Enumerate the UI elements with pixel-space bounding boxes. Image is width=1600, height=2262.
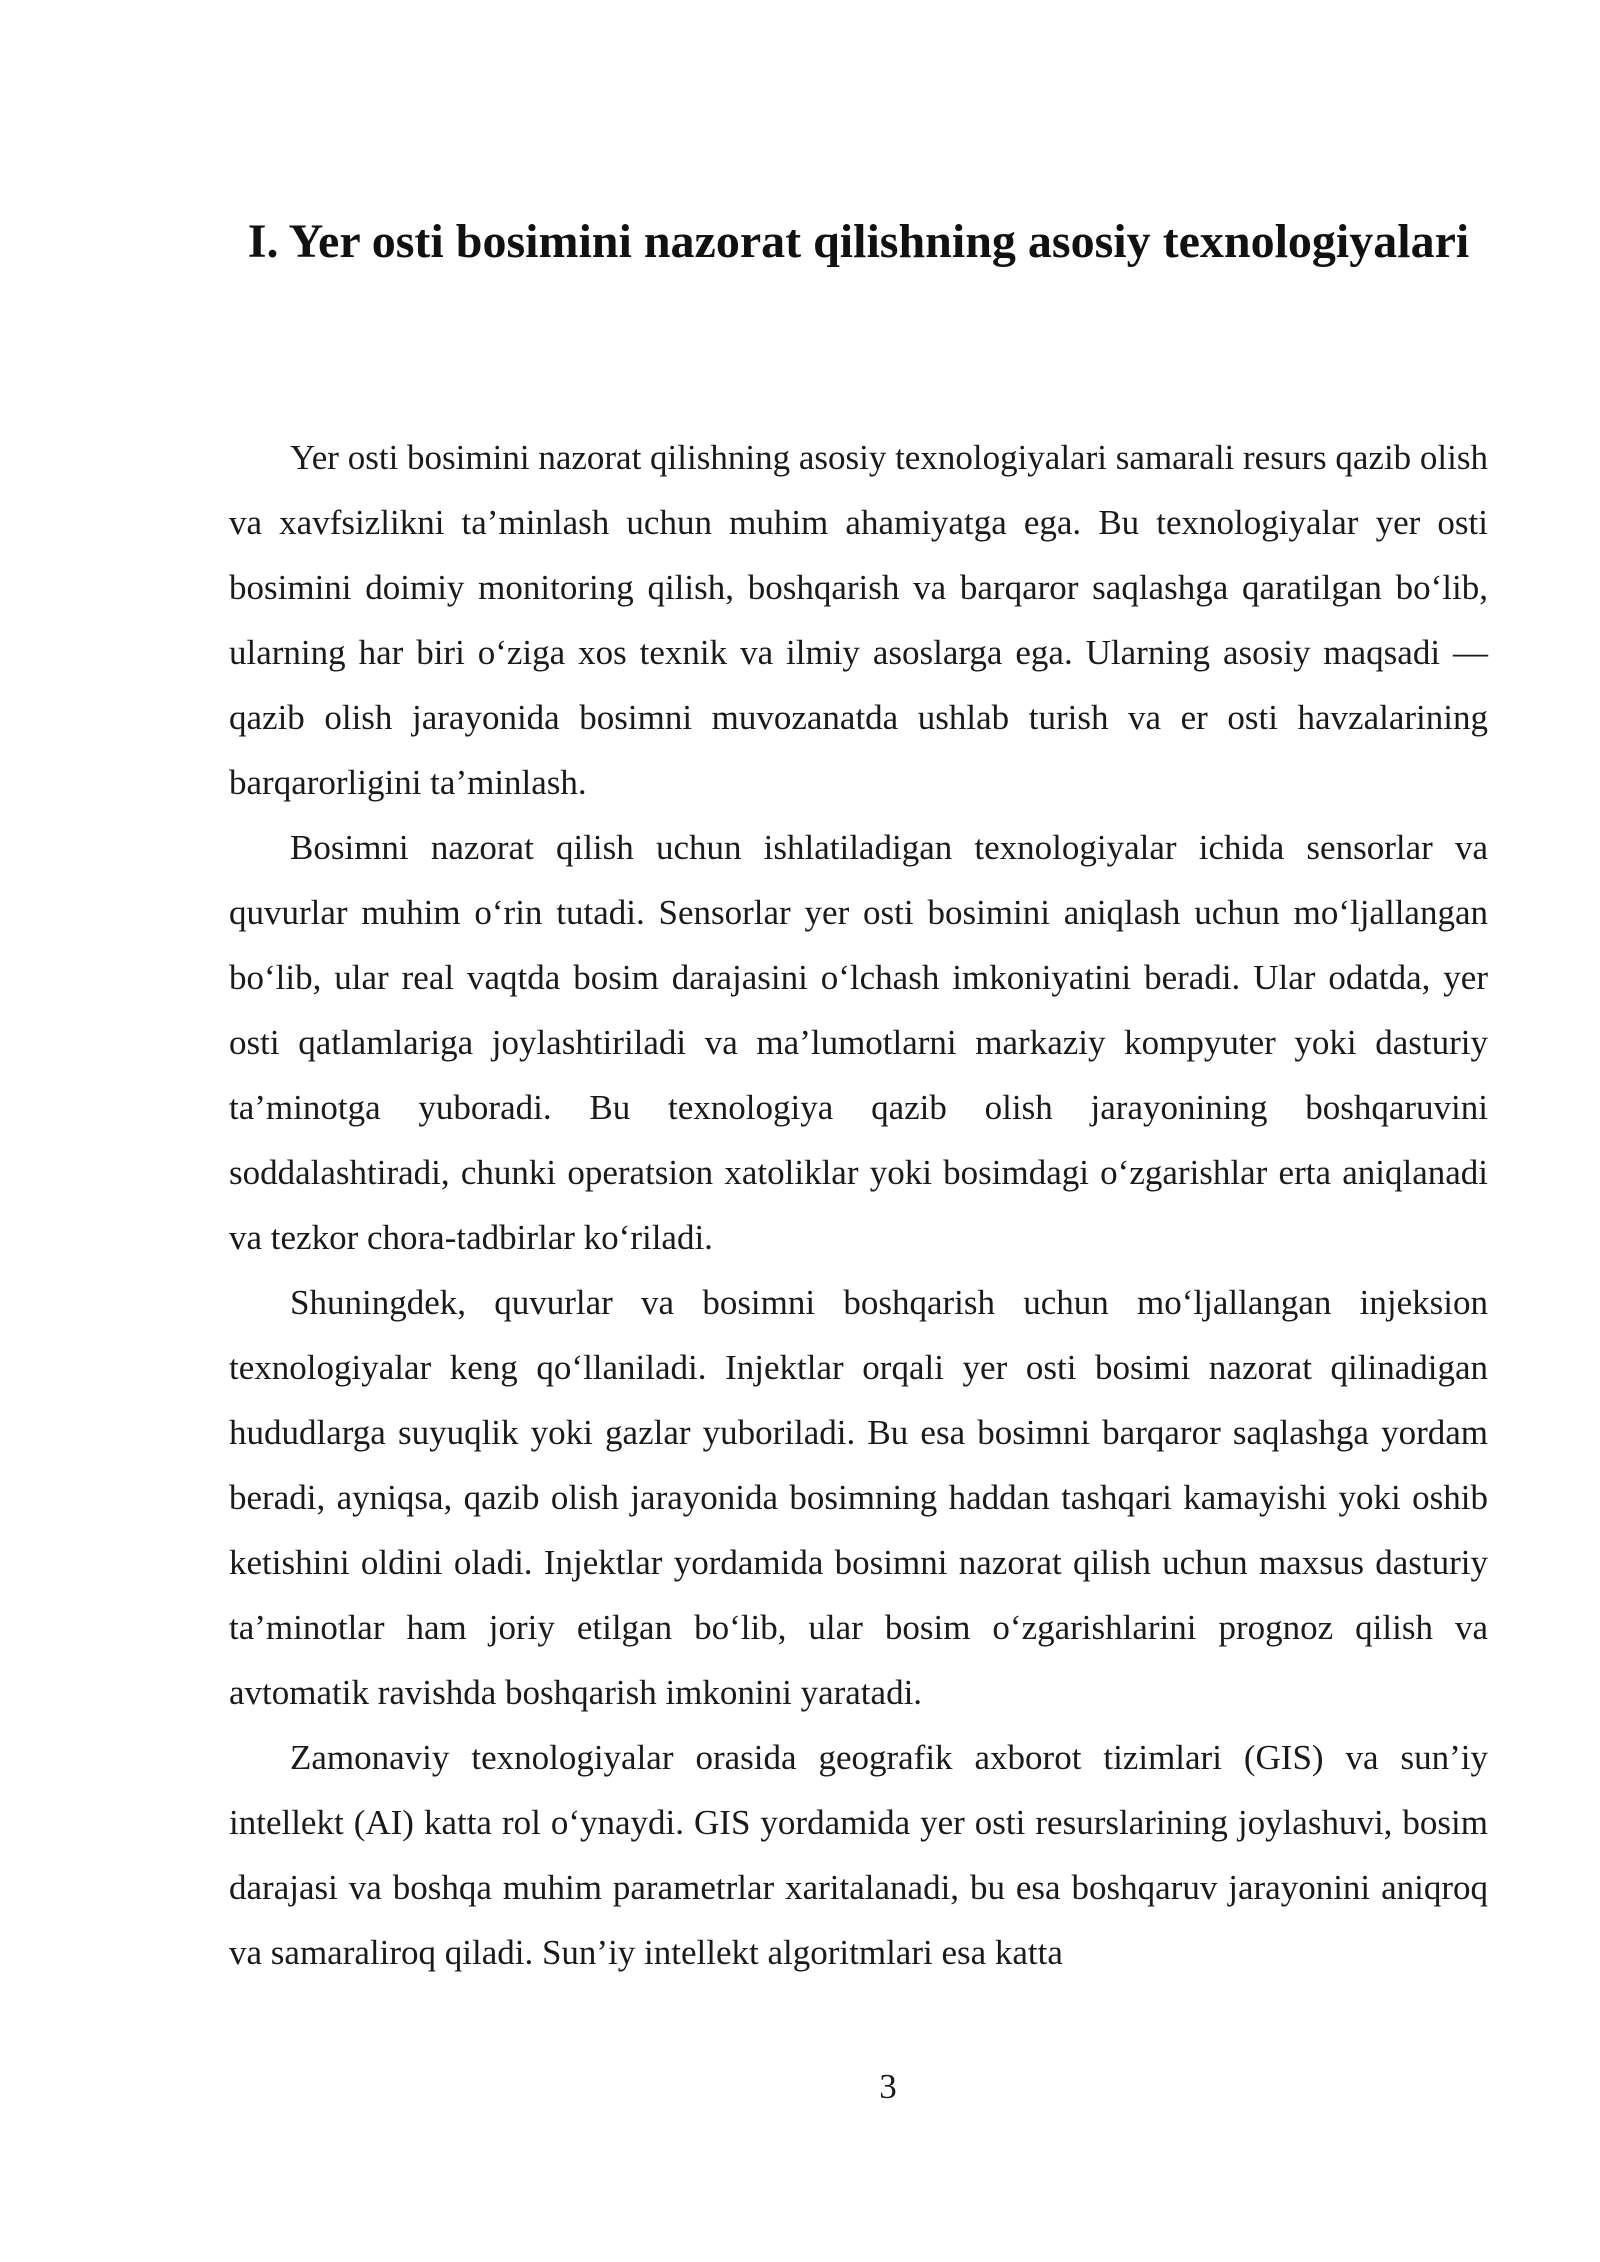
paragraph: Bosimni nazorat qilish uchun ishlatiladigan texnologiyalar ichida sensorlar va quvurlar muhim o‘rin tutadi. Sensorlar yer osti bosimini aniqlash uchun mo‘ljallangan bo‘lib, ular real vaqtda bosim darajasini o‘lchash imkoniyatini beradi. Ular odatda, yer osti qatlamlariga joylashtiriladi va ma’lumotlarni markaziy kompyuter yoki dasturiy ta’minotga yuboradi. Bu texnologiya qazib olish jarayonining boshqaruvini soddalashtiradi, chunki operatsion xatoliklar yoki bosimdagi o‘zgarishlar erta aniqlanadi va tezkor chora-tadbirlar ko‘riladi.: [229, 828, 1488, 1257]
paragraph: Yer osti bosimini nazorat qilishning asosiy texnologiyalari samarali resurs qazib olish va xavfsizlikni ta’minlash uchun muhim ahamiyatga ega. Bu texnologiyalar yer osti bosimini doimiy monitoring qilish, boshqarish va barqaror saqlashga qaratilgan bo‘lib, ularning har biri o‘ziga xos texnik va ilmiy asoslarga ega. Ularning asosiy maqsadi — qazib olish jarayonida bosimni muvozanatda ushlab turish va er osti havzalarining barqarorligini ta’minlash.: [229, 438, 1488, 802]
section-title: I. Yer osti bosimini nazorat qilishning asosiy texnologiyalari: [247, 215, 1470, 268]
paragraph: Shuningdek, quvurlar va bosimni boshqarish uchun mo‘ljallangan injeksion texnologiyalar keng qo‘llaniladi. Injektlar orqali yer osti bosimi nazorat qilinadigan hududlarga suyuqlik yoki gazlar yuboriladi. Bu esa bosimni barqaror saqlashga yordam beradi, ayniqsa, qazib olish jarayonida bosimning haddan tashqari kamayishi yoki oshib ketishini oldini oladi. Injektlar yordamida bosimni nazorat qilish uchun maxsus dasturiy ta’minotlar ham joriy etilgan bo‘lib, ular bosim o‘zgarishlarini prognoz qilish va avtomatik ravishda boshqarish imkonini yaratadi.: [229, 1283, 1488, 1712]
paragraph: Zamonaviy texnologiyalar orasida geografik axborot tizimlari (GIS) va sun’iy intellekt (AI) katta rol o‘ynaydi. GIS yordamida yer osti resurslarining joylashuvi, bosim darajasi va boshqa muhim parametrlar xaritalanadi, bu esa boshqaruv jarayonini aniqroq va samaraliroq qiladi. Sun’iy intellekt algoritmlari esa katta: [229, 1738, 1488, 1972]
page-number: 3: [879, 2067, 897, 2106]
document-body: [229, 425, 1488, 1985]
